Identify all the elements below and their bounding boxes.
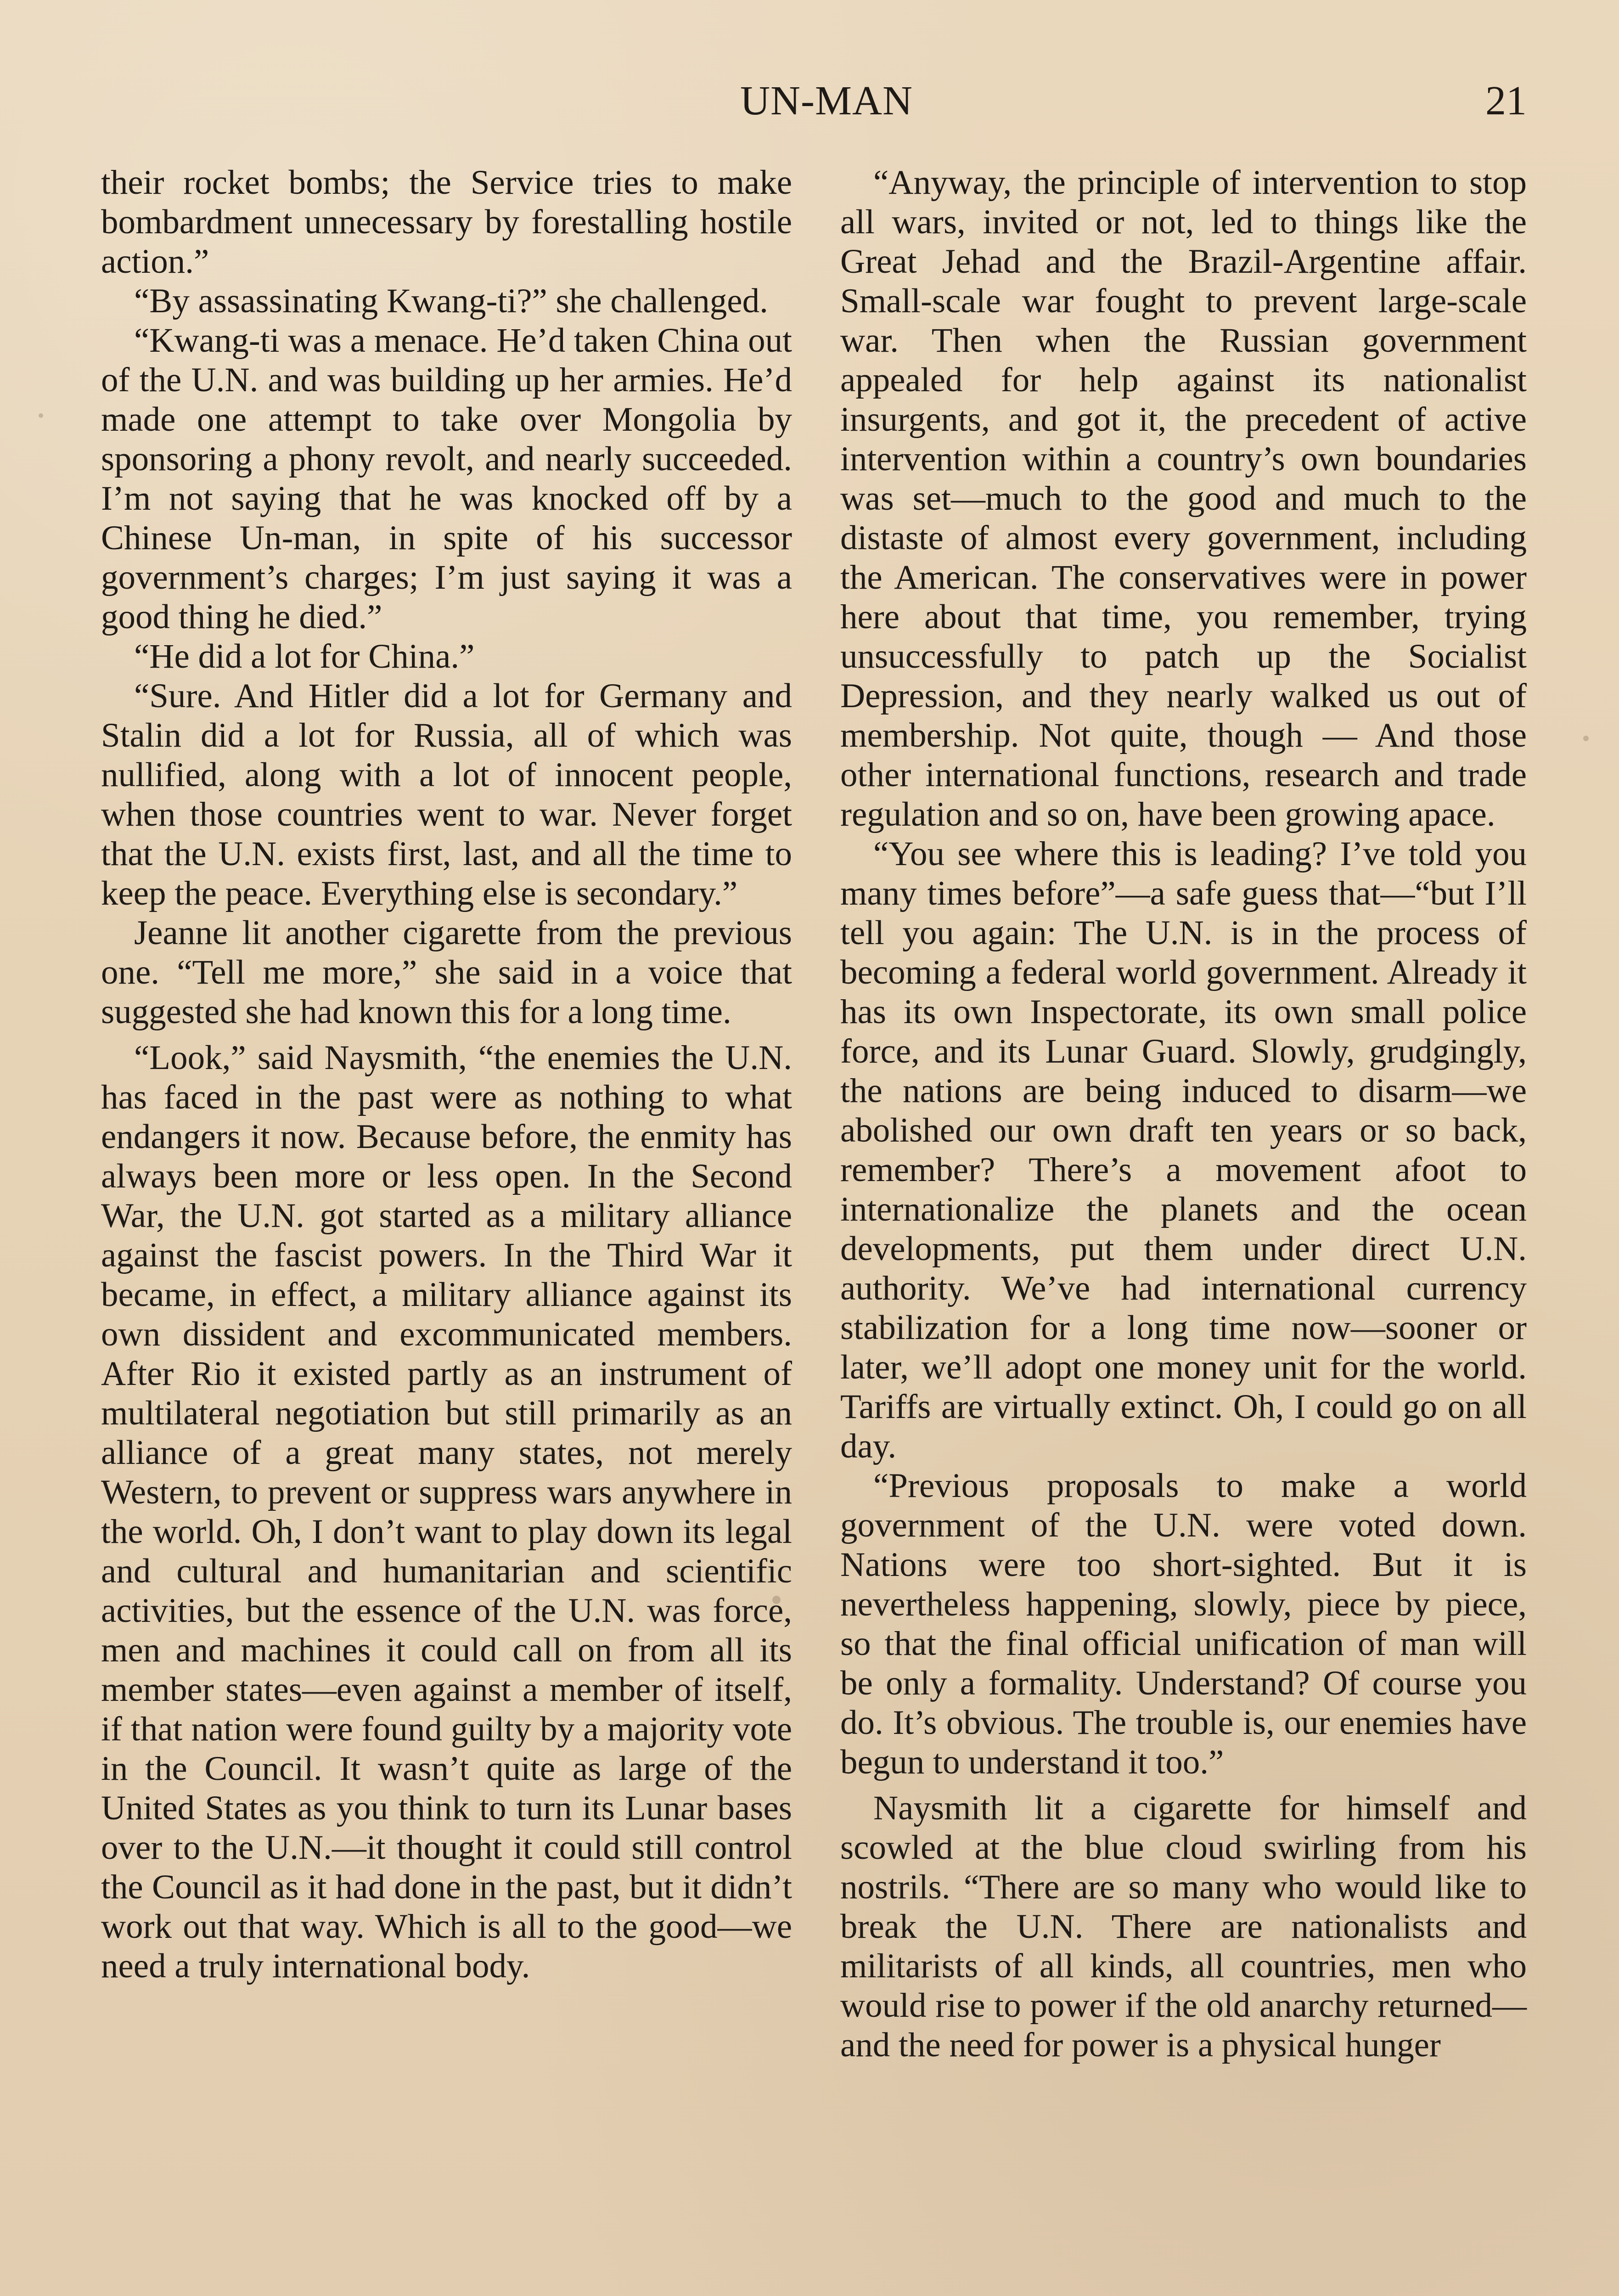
left-paragraph-7: “Look,” said Naysmith, “the enemies the U.N. has faced in the past were as nothing to what endangers it now. Because before, the enmity has always been more or less open. In the Second War, the U.N. got started as a military alliance against the fascist powers. In the Third War it became, in effect, a military alliance against its own dissident and excommunicated members. After Rio it existed partly as an instrument of multilateral negotiation but still primarily as an alliance of a great many states, not merely Western, to prevent or suppress wars anywhere in the world. Oh, I don’t want to play down its legal and cultural and humanitarian and scientific activities, but the essence of the U.N. was force, men and machines it could call on from all its member states—even against a member of itself, if that nation were found guilty by a majority vote in the Council. It wasn’t quite as large of the United States as you think to turn its Lunar bases over to the U.N.—it thought it could still control the Council as it had done in the past, but it didn’t work out that way. Which is all to the good—we need a truly international body. — [101, 1039, 792, 1985]
left-paragraph-2: “By assassinating Kwang-ti?” she challenged. — [134, 282, 768, 320]
left-text-column — [101, 163, 792, 1986]
right-paragraph-2: “You see where this is leading? I’ve told you many times before”—a safe guess that—“but I’ll tell you again: The U.N. is in the process of becoming a federal world government. Already it has its own Inspectorate, its own small police force, and its Lunar Guard. Slowly, grudgingly, the nations are being induced to disarm—we abolished our own draft ten years or so back, remember? There’s a movement afoot to internationalize the planets and the ocean developments, put them under direct U.N. authority. We’ve had international currency stabilization for a long time now—sooner or later, we’ll adopt one money unit for the world. Tariffs are virtually extinct. Oh, I could go on all day. — [840, 835, 1527, 1465]
running-header-title: UN-MAN — [740, 78, 913, 124]
left-paragraph-4: “He did a lot for China.” — [134, 637, 475, 675]
right-paragraph-1: “Anyway, the principle of intervention to stop all wars, invited or not, led to things like the Great Jehad and the Brazil-Argentine affair. Small-scale war fought to prevent large-scale war. Then when the Russian government appealed for help against its nationalist insurgents, and got it, the precedent of active intervention within a country’s own boundaries was set—much to the good and much to the distaste of almost every government, including the American. The conservatives were in power here about that time, you remember, trying unsuccessfully to patch up the Socialist Depression, and they nearly walked us out of membership. Not quite, though — And those other international functions, research and trade regulation and so on, have been growing apace. — [840, 163, 1527, 833]
page-number: 21 — [1485, 78, 1527, 124]
paper-speck — [39, 413, 43, 418]
right-paragraph-3: “Previous proposals to make a world government of the U.N. were voted down. Nations were too short-sighted. But it is nevertheless happening, slowly, piece by piece, so that the final official unification of man will be only a formality. Understand? Of course you do. It’s obvious. The trouble is, our enemies have begun to understand it too.” — [840, 1467, 1527, 1781]
left-paragraph-gap — [101, 1032, 792, 1038]
right-text-column — [840, 163, 1527, 2065]
right-paragraph-gap — [840, 1782, 1527, 1789]
left-paragraph-1: their rocket bombs; the Service tries to make bombardment unnecessary by forestalling hostile action.” — [101, 163, 792, 281]
paper-speck — [772, 1596, 781, 1604]
left-paragraph-5: “Sure. And Hitler did a lot for Germany and Stalin did a lot for Russia, all of which was nullified, along with a lot of innocent people, when those countries went to war. Never forget that the U.N. exists first, last, and all the time to keep the peace. Everything else is secondary.” — [101, 677, 792, 912]
left-paragraph-6: Jeanne lit another cigarette from the previous one. “Tell me more,” she said in a voice that suggested she had known this for a long time. — [101, 914, 792, 1031]
right-paragraph-4: Naysmith lit a cigarette for himself and scowled at the blue cloud swirling from his nostrils. “There are so many who would like to break the U.N. There are nationalists and militarists of all kinds, all countries, men who would rise to power if the old anarchy returned—and the need for power is a physical hunger — [840, 1789, 1527, 2064]
left-paragraph-3: “Kwang-ti was a menace. He’d taken China out of the U.N. and was building up her armies. He’d made one attempt to take over Mongolia by sponsoring a phony revolt, and nearly succeeded. I’m not saying that he was knocked off by a Chinese Un-man, in spite of his successor government’s charges; I’m just saying it was a good thing he died.” — [101, 321, 792, 636]
paper-speck — [1583, 736, 1589, 741]
